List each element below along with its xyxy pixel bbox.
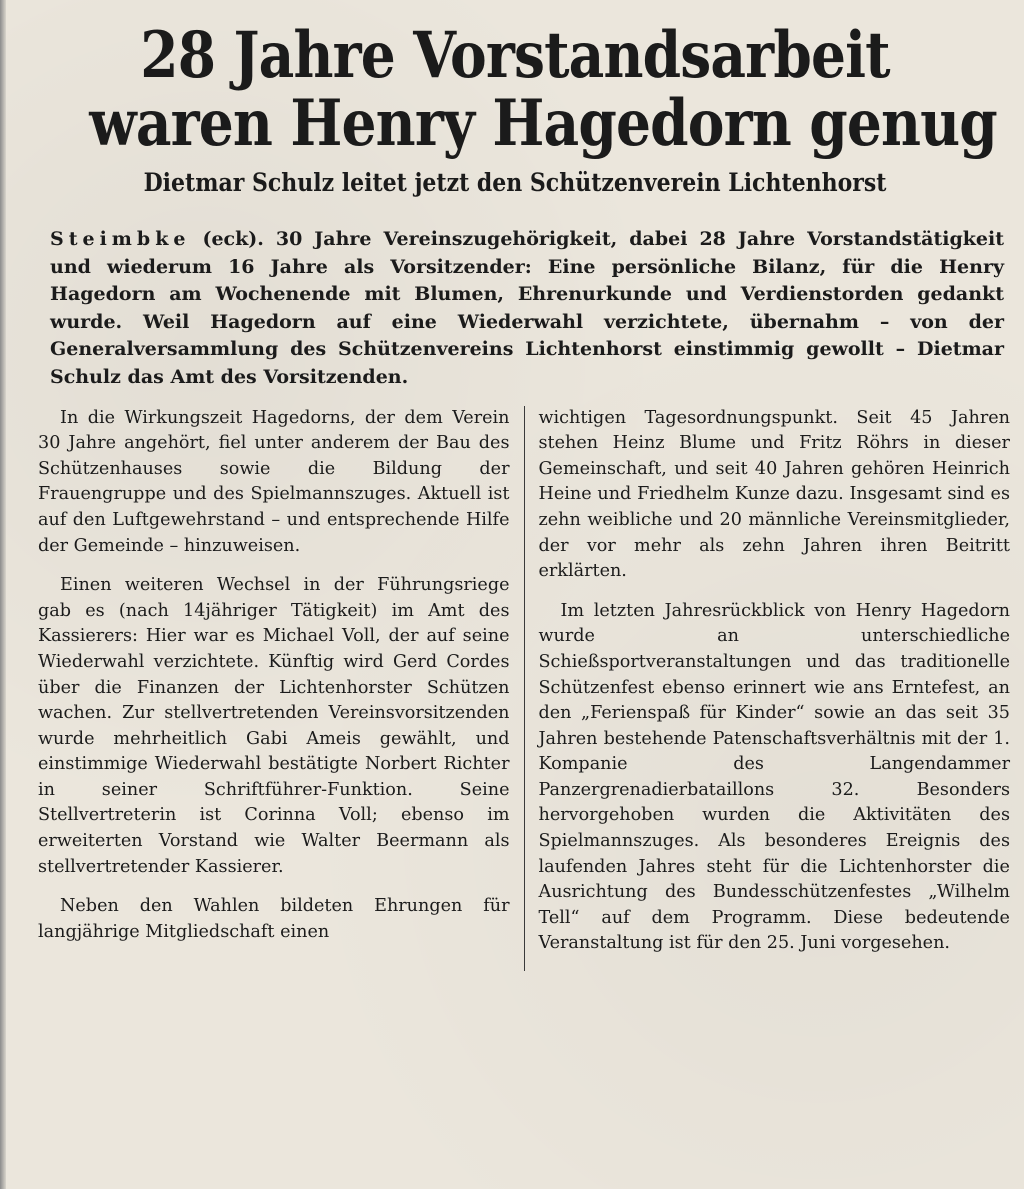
right-column xyxy=(538,406,1010,971)
headline-line-2: waren Henry Hagedorn genug xyxy=(89,86,997,161)
subheadline: Dietmar Schulz leitet jetzt den Schützenverein Lichtenhorst xyxy=(143,168,887,197)
paragraph: In die Wirkungszeit Hagedorns, der dem Verein 30 Jahre angehört, fiel unter anderem der Bau des Schützenhauses sowie die Bildung der Frauengruppe und des Spielmannszuges. Aktuell ist auf den Luftgewehrstand – und entsprechende Hilfe der Gemeinde – hinzuweisen. xyxy=(38,407,510,556)
paragraph: Einen weiteren Wechsel in der Führungsriege gab es (nach 14jähriger Tätigkeit) im Amt des Kassierers: Hier war es Michael Voll, der auf seine Wiederwahl verzichtete. Künftig wird Gerd Cordes über die Finanzen der Lichtenhorster Schützen wachen. Zur stellvertretenden Vereinsvorsitzenden wurde mehrheitlich Gabi Ameis gewählt, und einstimmige Wiederwahl bestätigte Norbert Richter in seiner Schriftführer-Funktion. Seine Stellvertreterin ist Corinna Voll; ebenso im erweiterten Vorstand wie Walter Beermann als stellvertretender Kassierer. xyxy=(38,575,510,877)
column-divider xyxy=(524,406,525,971)
scan-edge xyxy=(0,0,6,1189)
dateline: Steimbke xyxy=(50,228,191,250)
left-column xyxy=(38,406,510,971)
article-columns xyxy=(20,406,1010,971)
lead-text: (eck). 30 Jahre Vereinszugehörigkeit, dabei 28 Jahre Vorstandstätigkeit und wiederum 16 Jahre als Vorsitzender: Eine persönliche Bilanz, für die Henry Hagedorn am Wochenende mit Blumen, Ehrenurkunde und Verdienstorden gedankt wurde. Weil Hagedorn auf eine Wiederwahl verzichtete, übernahm – von der Generalversammlung des Schützenvereins Lichtenhorst einstimmig gewollt – Dietmar Schulz das Amt des Vorsitzenden. xyxy=(50,228,1004,388)
paragraph: Im letzten Jahresrückblick von Henry Hagedorn wurde an unterschiedliche Schießsportveranstaltungen und das traditionelle Schützenfest ebenso erinnert wie ans Erntefest, an den „Ferienspaß für Kinder“ sowie an das seit 35 Jahren bestehende Patenschaftsverhältnis mit der 1. Kompanie des Langendammer Panzergrenadierbataillons 32. Besonders hervorgehoben wurden die Aktivitäten des Spielmannszuges. Als besonderes Ereignis des laufenden Jahres steht für die Lichtenhorster die Ausrichtung des Bundesschützenfestes „Wilhelm Tell“ auf dem Programm. Diese bedeutende Veranstaltung ist für den 25. Juni vorgesehen. xyxy=(538,600,1010,954)
headline-line-1: 28 Jahre Vorstandsarbeit xyxy=(140,18,890,93)
headline xyxy=(89,18,997,161)
lead-paragraph xyxy=(50,226,1004,392)
paragraph: Neben den Wahlen bildeten Ehrungen für langjährige Mitgliedschaft einen xyxy=(38,896,510,942)
paragraph: wichtigen Tagesordnungspunkt. Seit 45 Jahren stehen Heinz Blume und Fritz Röhrs in dieser Gemeinschaft, und seit 40 Jahren gehören Heinrich Heine und Friedhelm Kunze dazu. Insgesamt sind es zehn weibliche und 20 männliche Vereinsmitglieder, der vor mehr als zehn Jahren ihren Beitritt erklärten. xyxy=(538,407,1010,582)
